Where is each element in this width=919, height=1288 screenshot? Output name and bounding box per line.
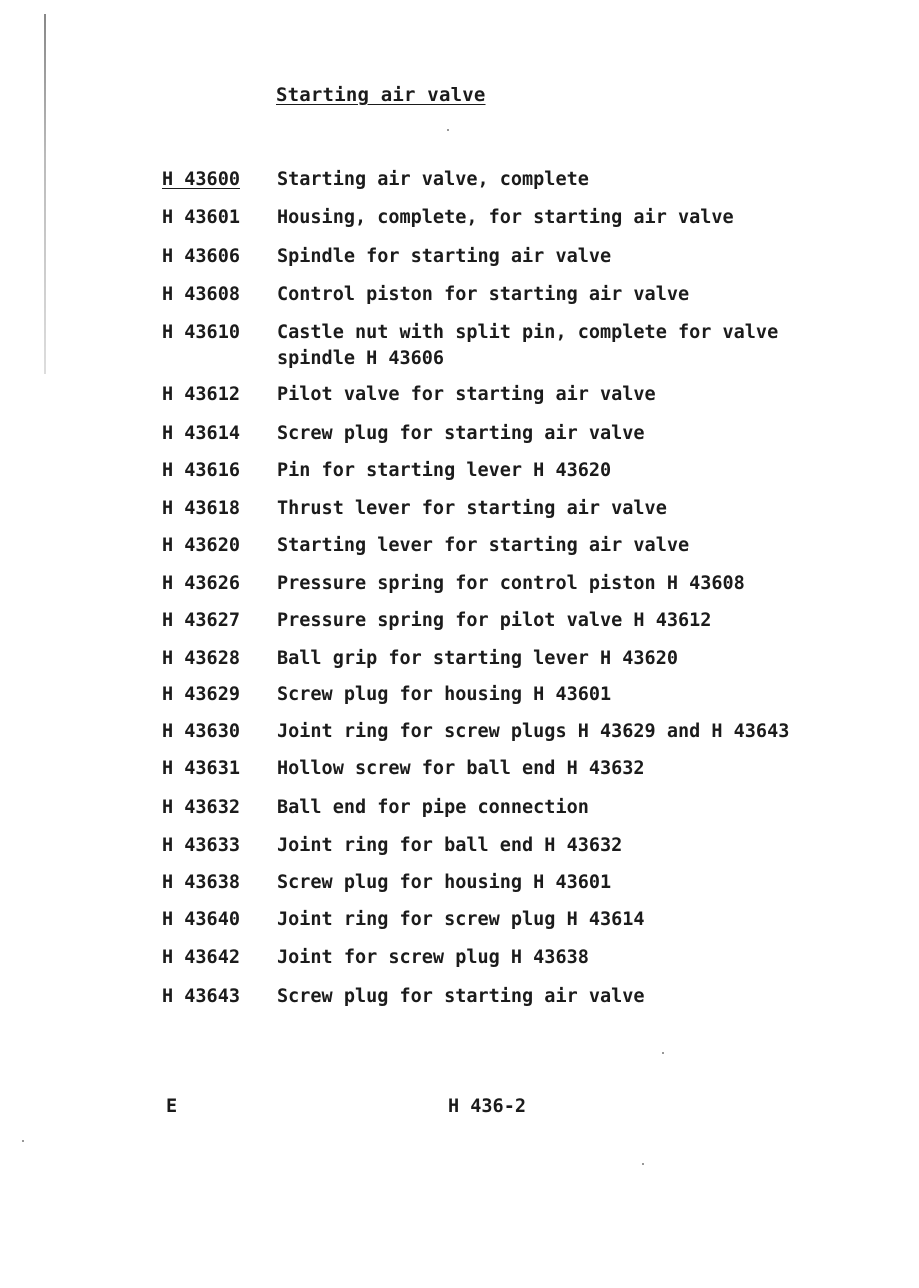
part-number: H 43614	[162, 423, 240, 444]
list-item	[162, 870, 611, 896]
list-item	[162, 719, 789, 745]
part-number: H 43638	[162, 872, 240, 893]
part-description: Screw plug for housing H 43601	[277, 684, 612, 705]
part-number: H 43620	[162, 535, 240, 556]
part-description: Ball grip for starting lever H 43620	[277, 648, 678, 669]
list-item	[162, 646, 678, 672]
part-number: H 43626	[162, 573, 240, 594]
list-item	[162, 907, 645, 933]
list-item	[162, 244, 611, 270]
footer-document-code: H 436-2	[448, 1096, 526, 1117]
part-description: Joint ring for screw plug H 43614	[277, 909, 645, 930]
part-description: Pressure spring for control piston H 43608	[277, 573, 745, 594]
list-item	[162, 795, 589, 821]
list-item	[162, 682, 611, 708]
part-number: H 43600	[162, 169, 240, 190]
part-number: H 43642	[162, 947, 240, 968]
part-description: Pressure spring for pilot valve H 43612	[277, 610, 712, 631]
part-description: Joint for screw plug H 43638	[277, 947, 589, 968]
part-description: Joint ring for screw plugs H 43629 and H 43643	[277, 721, 790, 742]
list-item	[162, 282, 689, 308]
part-description: Spindle for starting air valve	[277, 246, 612, 267]
list-item	[162, 167, 589, 193]
part-number: H 43632	[162, 797, 240, 818]
part-number: H 43630	[162, 721, 240, 742]
part-number: H 43612	[162, 384, 240, 405]
list-item	[162, 984, 645, 1010]
list-item	[162, 756, 645, 782]
part-number: H 43616	[162, 460, 240, 481]
list-item	[162, 833, 622, 859]
page-binding-edge	[44, 14, 46, 374]
part-number: H 43640	[162, 909, 240, 930]
part-number: H 43628	[162, 648, 240, 669]
scan-speck	[662, 1052, 664, 1054]
part-number: H 43627	[162, 610, 240, 631]
part-number: H 43608	[162, 284, 240, 305]
list-item	[162, 320, 778, 372]
part-description: Starting lever for starting air valve	[277, 535, 690, 556]
list-item	[162, 421, 645, 447]
part-description: Thrust lever for starting air valve	[277, 498, 667, 519]
part-number: H 43631	[162, 758, 240, 779]
list-item	[162, 496, 667, 522]
list-item	[162, 533, 689, 559]
list-item	[162, 458, 611, 484]
page-title: Starting air valve	[276, 84, 486, 106]
scan-speck	[447, 129, 449, 131]
list-item	[162, 205, 734, 231]
part-number: H 43633	[162, 835, 240, 856]
part-description: Screw plug for starting air valve	[277, 423, 645, 444]
part-number: H 43643	[162, 986, 240, 1007]
part-number: H 43606	[162, 246, 240, 267]
part-description: Ball end for pipe connection	[277, 797, 589, 818]
part-description: Pin for starting lever H 43620	[277, 460, 612, 481]
list-item	[162, 608, 711, 634]
scan-speck	[642, 1163, 644, 1165]
part-description: Castle nut with split pin, complete for valve spindle H 43606	[277, 322, 779, 369]
list-item	[162, 945, 589, 971]
parts-list	[162, 0, 902, 1060]
footer-language-code: E	[166, 1096, 178, 1117]
part-number: H 43610	[162, 322, 240, 343]
part-description: Screw plug for starting air valve	[277, 986, 645, 1007]
part-description: Screw plug for housing H 43601	[277, 872, 612, 893]
part-description: Joint ring for ball end H 43632	[277, 835, 623, 856]
part-number: H 43601	[162, 207, 240, 228]
part-number: H 43629	[162, 684, 240, 705]
part-description: Hollow screw for ball end H 43632	[277, 758, 645, 779]
scan-speck	[22, 1140, 24, 1142]
part-description: Control piston for starting air valve	[277, 284, 690, 305]
list-item	[162, 571, 745, 597]
list-item	[162, 382, 656, 408]
part-number: H 43618	[162, 498, 240, 519]
part-description: Starting air valve, complete	[277, 169, 589, 190]
part-description: Housing, complete, for starting air valve	[277, 207, 734, 228]
part-description: Pilot valve for starting air valve	[277, 384, 656, 405]
